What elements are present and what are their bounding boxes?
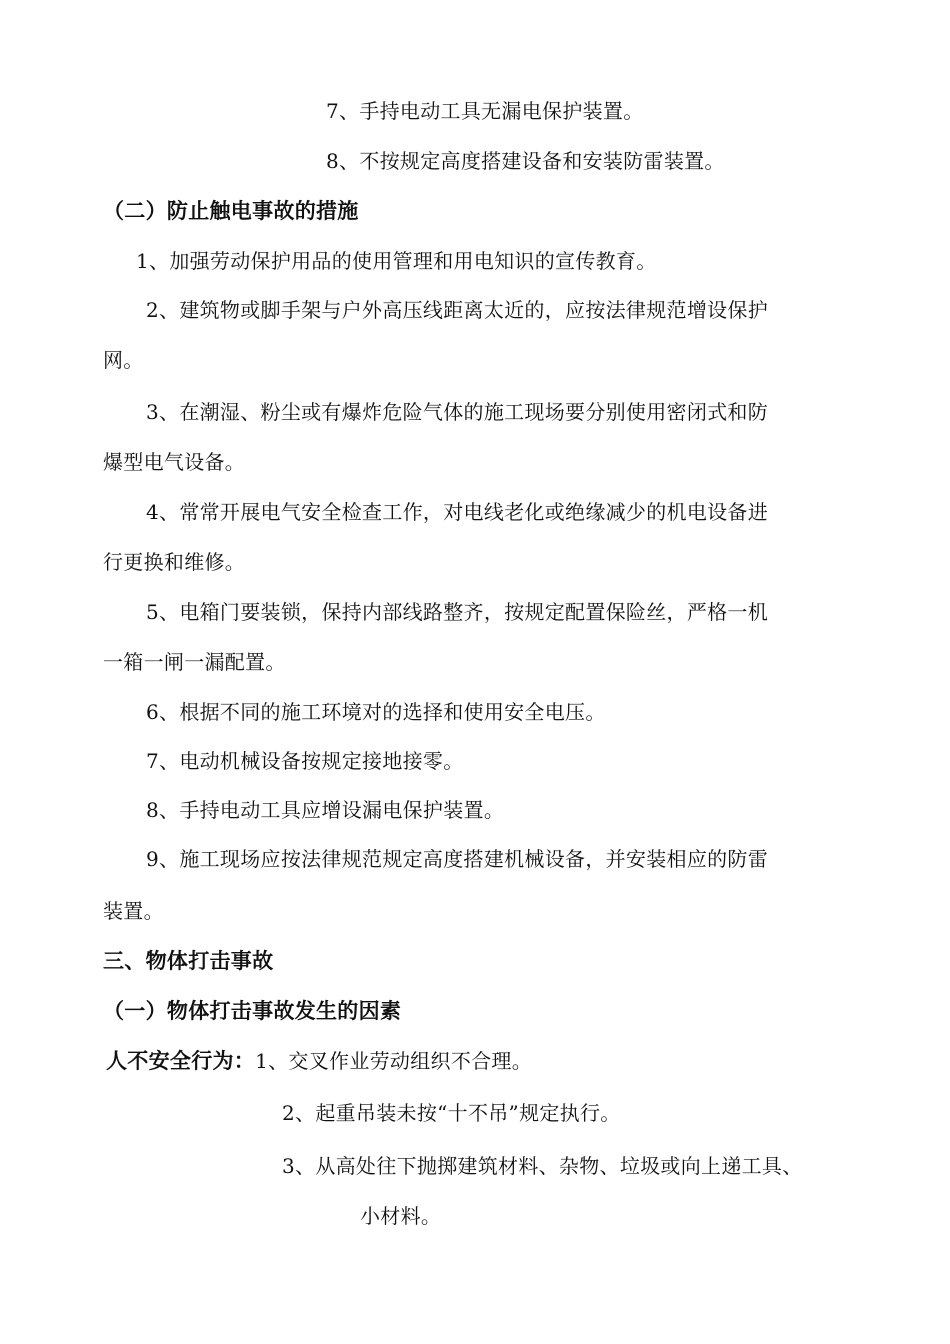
list-item: 3、从高处往下抛掷建筑材料、杂物、垃圾或向上递工具、 (282, 1154, 803, 1178)
list-item: 2、建筑物或脚手架与户外高压线距离太近的，应按法律规范增设保护 (146, 298, 769, 322)
list-item: 8、不按规定高度搭建设备和安装防雷装置。 (326, 149, 725, 173)
list-item-continuation: 爆型电气设备。 (103, 450, 246, 474)
list-item: 3、在潮湿、粉尘或有爆炸危险气体的施工现场要分别使用密闭式和防 (146, 400, 769, 424)
factor-line (106, 1048, 532, 1074)
section-heading: （二）防止触电事故的措施 (103, 199, 359, 223)
list-item-continuation: 一箱一闸一漏配置。 (103, 650, 286, 674)
list-item: 2、起重吊装未按“十不吊”规定执行。 (282, 1101, 621, 1125)
list-item: 5、电箱门要装锁，保持内部线路整齐，按规定配置保险丝，严格一机 (146, 600, 769, 624)
factor-label: 人不安全行为： (106, 1049, 256, 1073)
list-item: 8、手持电动工具应增设漏电保护装置。 (146, 798, 505, 822)
list-item-continuation: 装置。 (103, 899, 164, 923)
list-item-continuation: 小材料。 (360, 1204, 442, 1228)
section-heading: （一）物体打击事故发生的因素 (103, 999, 402, 1023)
list-item: 9、施工现场应按法律规范规定高度搭建机械设备，并安装相应的防雷 (146, 847, 769, 871)
chapter-heading: 三、物体打击事故 (103, 949, 274, 973)
list-item: 1、加强劳动保护用品的使用管理和用电知识的宣传教育。 (136, 249, 657, 273)
list-item: 6、根据不同的施工环境对的选择和使用安全电压。 (146, 700, 606, 724)
list-item-continuation: 网。 (103, 348, 144, 372)
list-item-continuation: 行更换和维修。 (103, 550, 246, 574)
list-item: 4、常常开展电气安全检查工作，对电线老化或绝缘减少的机电设备进 (146, 500, 769, 524)
list-item: 7、电动机械设备按规定接地接零。 (146, 749, 464, 773)
list-item: 1、交叉作业劳动组织不合理。 (255, 1049, 533, 1073)
list-item: 7、手持电动工具无漏电保护装置。 (326, 99, 644, 123)
